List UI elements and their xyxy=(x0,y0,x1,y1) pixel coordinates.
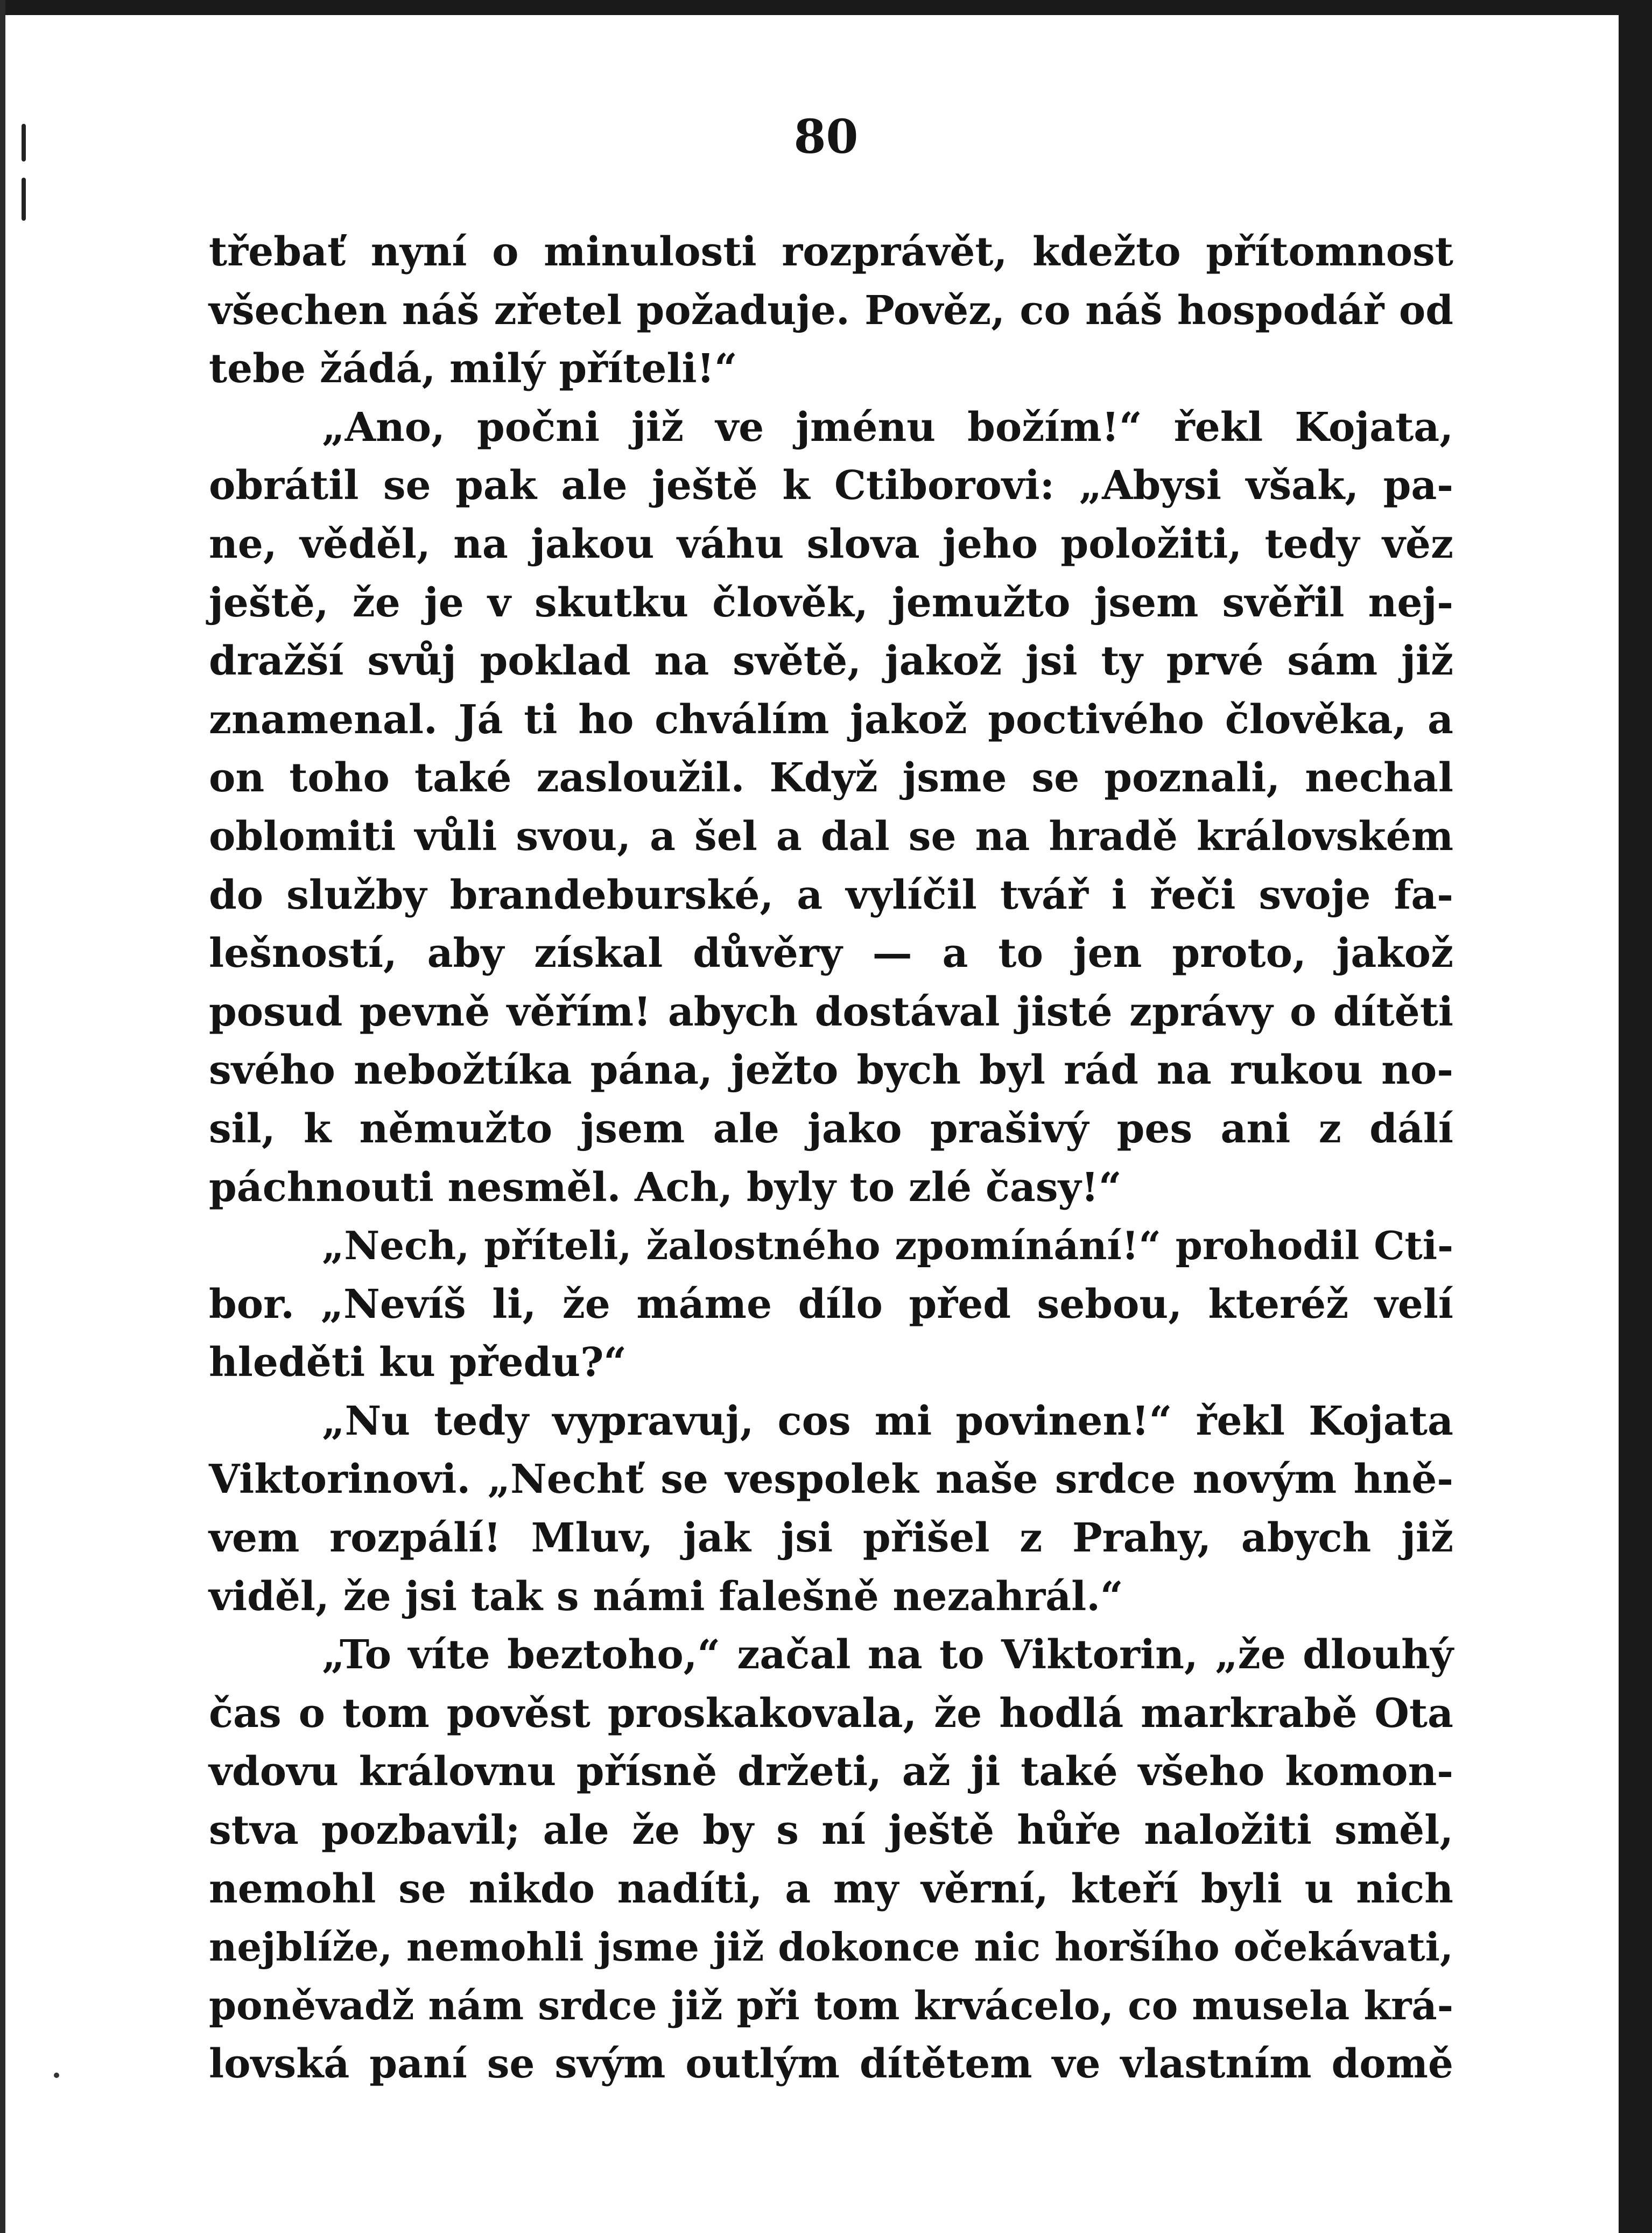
text-line: třebať nyní o minulosti rozprávět, kdežto přítomnost xyxy=(209,229,1453,275)
text-line: Viktorinovi. „Nechť se vespolek naše srdce novým hně- xyxy=(209,1456,1453,1503)
text-line: do služby brandeburské, a vylíčil tvář i řeči svoje fa- xyxy=(209,872,1453,918)
text-line: lešností, aby získal důvěry — a to jen proto, jakož xyxy=(209,930,1453,977)
text-line: on toho také zasloužil. Když jsme se poznali, nechal xyxy=(209,755,1453,802)
text-line: hleděti ku předu?“ xyxy=(209,1339,627,1386)
text-line: ještě, že je v skutku člověk, jemužto jsem svěřil nej- xyxy=(209,579,1453,626)
binding-mark xyxy=(22,178,26,221)
text-line: stva pozbavil; ale že by s ní ještě hůře naložiti směl, xyxy=(209,1807,1453,1854)
text-line: nejblíže, nemohli jsme již dokonce nic horšího očekávati, xyxy=(209,1924,1453,1970)
text-line: „Nu tedy vypravuj, cos mi povinen!“ řekl Kojata xyxy=(322,1398,1453,1444)
text-line: „To víte beztoho,“ začal na to Viktorin, „že dlouhý xyxy=(322,1632,1453,1679)
text-line: bor. „Nevíš li, že máme dílo před sebou, kteréž velí xyxy=(209,1281,1453,1328)
text-line: dražší svůj poklad na světě, jakož jsi ty prvé sám již xyxy=(209,638,1453,685)
scan-border-right xyxy=(1619,0,1652,2233)
text-line: lovská paní se svým outlým dítětem ve vlastním domě xyxy=(209,2041,1453,2088)
text-line: sil, k němužto jsem ale jako prašivý pes ani z dálí xyxy=(209,1105,1453,1152)
scan-border-top xyxy=(0,0,1652,15)
text-line: posud pevně věřím! abych dostával jisté zprávy o dítěti xyxy=(209,988,1453,1035)
text-line: viděl, že jsi tak s námi falešně nezahrál.“ xyxy=(209,1573,1123,1620)
text-line: vdovu královnu přísně držeti, až ji také všeho komon- xyxy=(209,1749,1453,1795)
scan-speck xyxy=(54,2073,59,2078)
text-line: „Ano, počni již ve jménu božím!“ řekl Kojata, xyxy=(322,404,1453,451)
text-line: páchnouti nesměl. Ach, byly to zlé časy!“ xyxy=(209,1164,1122,1211)
text-line: ne, věděl, na jakou váhu slova jeho položiti, tedy věz xyxy=(209,521,1453,567)
page-number: 80 xyxy=(793,110,859,164)
text-line: poněvadž nám srdce již při tom krvácelo, co musela krá- xyxy=(209,1982,1453,2029)
text-line: znamenal. Já ti ho chválím jakož poctivého člověka, a xyxy=(209,696,1453,743)
text-line: „Nech, příteli, žalostného zpomínání!“ prohodil Cti- xyxy=(322,1223,1453,1269)
text-line: čas o tom pověst proskakovala, že hodlá markrabě Ota xyxy=(209,1690,1453,1737)
text-line: obrátil se pak ale ještě k Ctiborovi: „Abysi však, pa- xyxy=(209,462,1453,509)
body-text xyxy=(209,223,1453,2094)
text-line: vem rozpálí! Mluv, jak jsi přišel z Prahy, abych již xyxy=(209,1515,1453,1562)
text-line: nemohl se nikdo nadíti, a my věrní, kteří byli u nich xyxy=(209,1865,1453,1912)
scan-border-left xyxy=(0,0,5,2233)
text-line: svého nebožtíka pána, ježto bych byl rád na rukou no- xyxy=(209,1047,1453,1094)
text-line: oblomiti vůli svou, a šel a dal se na hradě královském xyxy=(209,813,1453,860)
text-line: všechen náš zřetel požaduje. Pověz, co náš hospodář od xyxy=(209,287,1453,334)
text-line: tebe žádá, milý příteli!“ xyxy=(209,346,737,392)
